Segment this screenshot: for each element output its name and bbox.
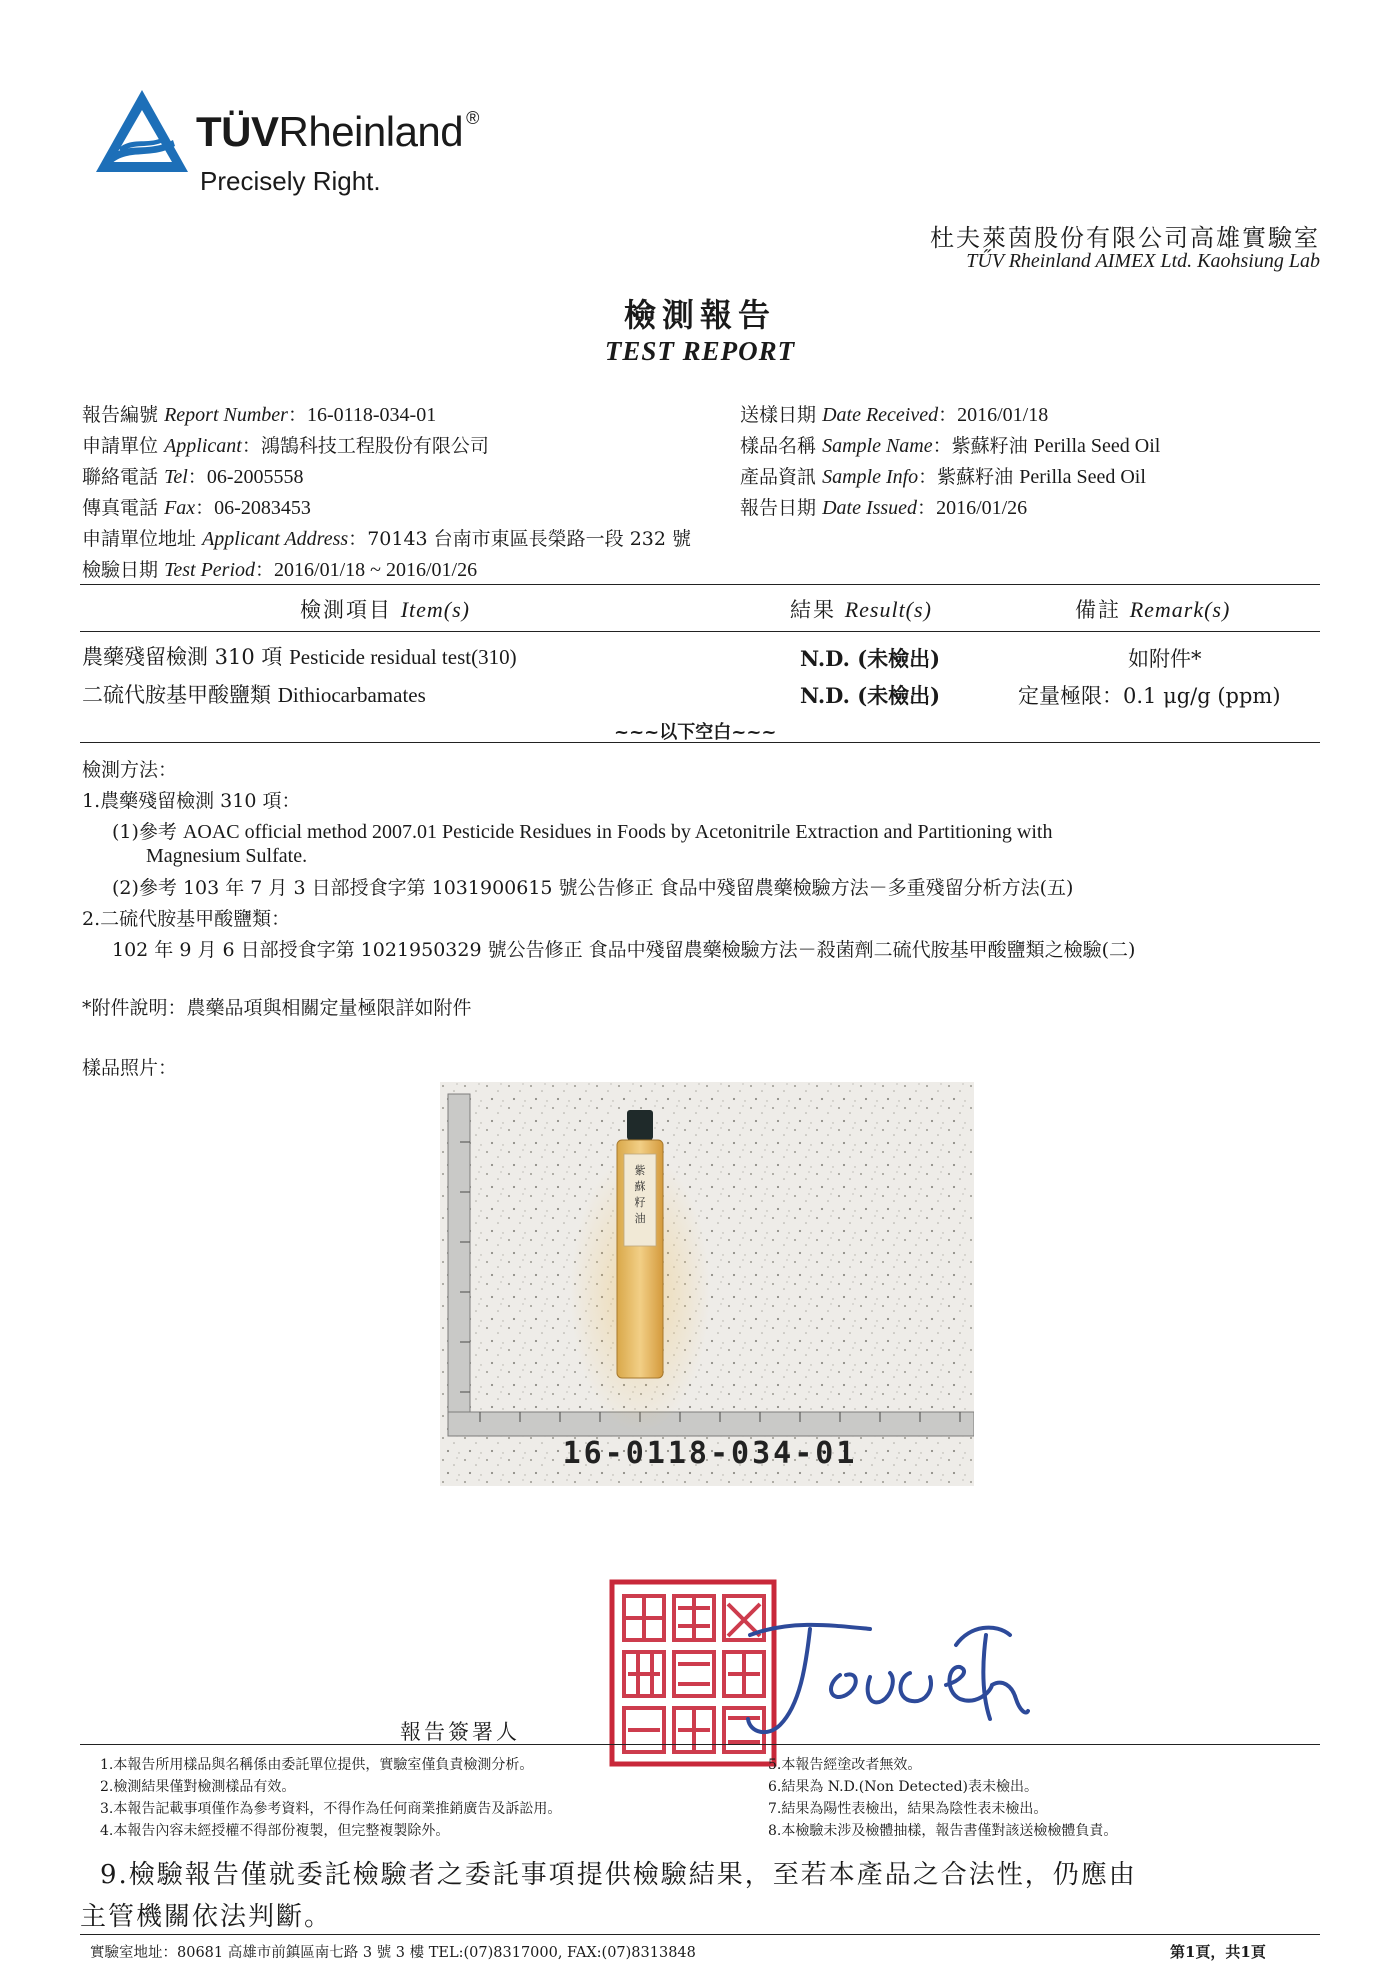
svg-text:油: 油 — [634, 1212, 646, 1225]
fax-value: 06-2083453 — [214, 497, 311, 519]
photo-scene — [440, 1082, 974, 1486]
sample-name-zh: 紫蘇籽油 — [951, 435, 1028, 457]
item-zh: 農藥殘留檢測 310 項 — [82, 645, 283, 669]
info-report-number: 報告編號 Report Number：16-0118-034-01 — [82, 404, 437, 426]
svg-text:紫: 紫 — [634, 1164, 646, 1177]
registered-mark: ® — [466, 108, 479, 128]
attachment-note: *附件說明：農藥品項與相關定量極限詳如附件 — [82, 997, 472, 1019]
method-item-1-1 — [112, 817, 1053, 844]
method-item-1: 1.農藥殘留檢測 310 項： — [82, 790, 301, 812]
col-header-item — [300, 594, 470, 624]
svg-text:蘇: 蘇 — [634, 1180, 646, 1193]
label-en: Applicant — [164, 435, 242, 457]
info-test-period: 檢驗日期 Test Period：2016/01/18 ~ 2016/01/26 — [82, 559, 478, 581]
method-text: Magnesium Sulfate. — [146, 845, 308, 867]
note-item: 4.本報告內容未經授權不得部份複製，但完整複製除外。 — [100, 1823, 450, 1839]
item-en: Dithiocarbamates — [277, 683, 426, 707]
footer-page-number: 第1頁，共1頁 — [1170, 1943, 1266, 1961]
label-en: Test Period — [164, 559, 255, 581]
method-item-2: 2.二硫代胺基甲酸鹽類： — [82, 908, 291, 930]
label-zh: 報告編號 — [82, 404, 159, 426]
tel-value: 06-2005558 — [206, 466, 304, 488]
label-en: Applicant Address — [202, 528, 349, 550]
note-item: 6.結果為 N.D.(Non Detected)表未檢出。 — [768, 1779, 1038, 1795]
header-zh: 備註 — [1075, 598, 1121, 622]
date-issued-value: 2016/01/26 — [936, 497, 1028, 519]
footer-rule — [80, 1934, 1320, 1935]
header-zh: 結果 — [790, 598, 836, 622]
label-zh: 檢驗日期 — [82, 559, 159, 581]
test-period-value: 2016/01/18 ~ 2016/01/26 — [274, 559, 478, 581]
label-en: Date Issued — [822, 497, 918, 519]
info-date-issued: 報告日期 Date Issued：2016/01/26 — [740, 497, 1028, 519]
brand-slogan: Precisely Right. — [200, 166, 381, 196]
method-prefix: (1)參考 — [112, 821, 177, 843]
info-sample-info: 產品資訊 Sample Info：紫蘇籽油 Perilla Seed Oil — [740, 466, 1146, 488]
table-header-rule — [80, 631, 1320, 632]
label-zh: 樣品名稱 — [740, 435, 817, 457]
method-item-1-1-cont — [146, 845, 307, 868]
col-header-remark — [1075, 594, 1230, 624]
table-row-remark: 如附件* — [1128, 647, 1202, 671]
note-item: 5.本報告經塗改者無效。 — [768, 1757, 922, 1773]
table-row-result: N.D. (未檢出) — [800, 683, 941, 708]
label-zh: 申請單位 — [82, 435, 159, 457]
info-tel: 聯絡電話 Tel：06-2005558 — [82, 466, 304, 488]
table-end-mark: ~~~以下空白~~~ — [614, 722, 777, 743]
signatory-label: 報告簽署人 — [400, 1720, 520, 1744]
brand-name — [196, 108, 479, 156]
report-number-value: 16-0118-034-01 — [306, 404, 437, 426]
label-en: Date Received — [822, 404, 939, 426]
label-en: Report Number — [164, 404, 288, 426]
header-en: Remark(s) — [1129, 597, 1231, 622]
method-text: AOAC official method 2007.01 Pesticide Residues in Foods by Acetonitrile Extraction and Partitioning with — [182, 821, 1053, 843]
info-date-received: 送樣日期 Date Received：2016/01/18 — [740, 404, 1049, 426]
label-zh: 傳真電話 — [82, 497, 159, 519]
table-bottom-rule — [80, 742, 1320, 743]
method-item-2-1: 102 年 9 月 6 日部授食字第 1021950329 號公告修正 食品中殘留農藥檢驗方法－殺菌劑二硫代胺基甲酸鹽類之檢驗(二) — [112, 939, 1136, 961]
table-row-remark: 定量極限：0.1 μg/g (ppm) — [1018, 684, 1281, 708]
methods-heading: 檢測方法： — [82, 759, 178, 781]
note-item: 1.本報告所用樣品與名稱係由委託單位提供，實驗室僅負責檢測分析。 — [100, 1757, 534, 1773]
label-zh: 申請單位地址 — [82, 528, 197, 550]
note-item: 2.檢測結果僅對檢測樣品有效。 — [100, 1779, 296, 1795]
note-9-line2: 主管機關依法判斷。 — [80, 1902, 333, 1932]
item-en: Pesticide residual test(310) — [289, 645, 517, 669]
info-address: 申請單位地址 Applicant Address：70143 台南市東區長榮路一段 232 號 — [82, 528, 692, 550]
lab-name-en: TŰV Rheinland AIMEX Ltd. Kaohsiung Lab — [966, 250, 1320, 272]
method-item-1-2: (2)參考 103 年 7 月 3 日部授食字第 1031900615 號公告修正 食品中殘留農藥檢驗方法－多重殘留分析方法(五) — [112, 877, 1074, 899]
report-title-en: TEST REPORT — [604, 336, 796, 366]
info-sample-name: 樣品名稱 Sample Name：紫蘇籽油 Perilla Seed Oil — [740, 435, 1161, 457]
report-title-zh: 檢測報告 — [623, 296, 776, 334]
brand-rest: Rheinland — [278, 108, 464, 155]
label-en: Sample Name — [822, 435, 933, 457]
date-received-value: 2016/01/18 — [957, 404, 1049, 426]
signature-icon — [720, 1615, 1030, 1745]
label-en: Fax — [164, 497, 196, 519]
sample-info-en: Perilla Seed Oil — [1019, 466, 1146, 488]
table-row-result: N.D. (未檢出) — [800, 646, 941, 671]
note-item: 8.本檢驗未涉及檢體抽樣，報告書僅對該送檢檢體負責。 — [768, 1823, 1118, 1839]
address-value: 70143 台南市東區長榮路一段 232 號 — [367, 528, 692, 550]
col-header-result — [790, 594, 932, 624]
brand-bold: TÜV — [196, 108, 279, 155]
footer-address: 實驗室地址：80681 高雄市前鎮區南七路 3 號 3 樓 TEL:(07)8317000, FAX:(07)8313848 — [90, 1945, 696, 1961]
info-fax: 傳真電話 Fax：06-2083453 — [82, 497, 311, 519]
note-9-line1: 9.檢驗報告僅就委託檢驗者之委託事項提供檢驗結果，至若本產品之合法性，仍應由 — [100, 1860, 1137, 1890]
label-zh: 報告日期 — [740, 497, 817, 519]
sample-info-zh: 紫蘇籽油 — [937, 466, 1014, 488]
label-en: Tel — [164, 466, 188, 488]
table-row-item — [82, 641, 517, 671]
sample-photo — [440, 1082, 974, 1486]
sample-name-en: Perilla Seed Oil — [1033, 435, 1161, 457]
label-en: Sample Info — [822, 466, 919, 488]
note-item: 7.結果為陽性表檢出，結果為陰性表未檢出。 — [768, 1801, 1048, 1817]
signatory-rule — [80, 1744, 1320, 1745]
svg-text:籽: 籽 — [634, 1196, 646, 1209]
header-zh: 檢測項目 — [300, 598, 392, 622]
label-zh: 產品資訊 — [740, 466, 817, 488]
label-zh: 聯絡電話 — [82, 466, 159, 488]
photo-label: 樣品照片： — [82, 1057, 178, 1079]
photo-caption: 16-0118-034-01 — [562, 1436, 858, 1471]
item-zh: 二硫代胺基甲酸鹽類 — [82, 683, 271, 707]
applicant-value: 鴻鵠科技工程股份有限公司 — [260, 435, 489, 457]
tuv-logo-icon — [95, 88, 190, 174]
header-en: Result(s) — [844, 597, 932, 622]
header-en: Item(s) — [400, 597, 470, 622]
info-applicant: 申請單位 Applicant：鴻鵠科技工程股份有限公司 — [82, 435, 489, 457]
label-zh: 送樣日期 — [740, 404, 817, 426]
table-row-item — [82, 679, 426, 709]
table-top-rule — [80, 584, 1320, 585]
lab-name-zh: 杜夫萊茵股份有限公司高雄實驗室 — [930, 224, 1320, 252]
note-item: 3.本報告記載事項僅作為參考資料，不得作為任何商業推銷廣告及訴訟用。 — [100, 1801, 562, 1817]
